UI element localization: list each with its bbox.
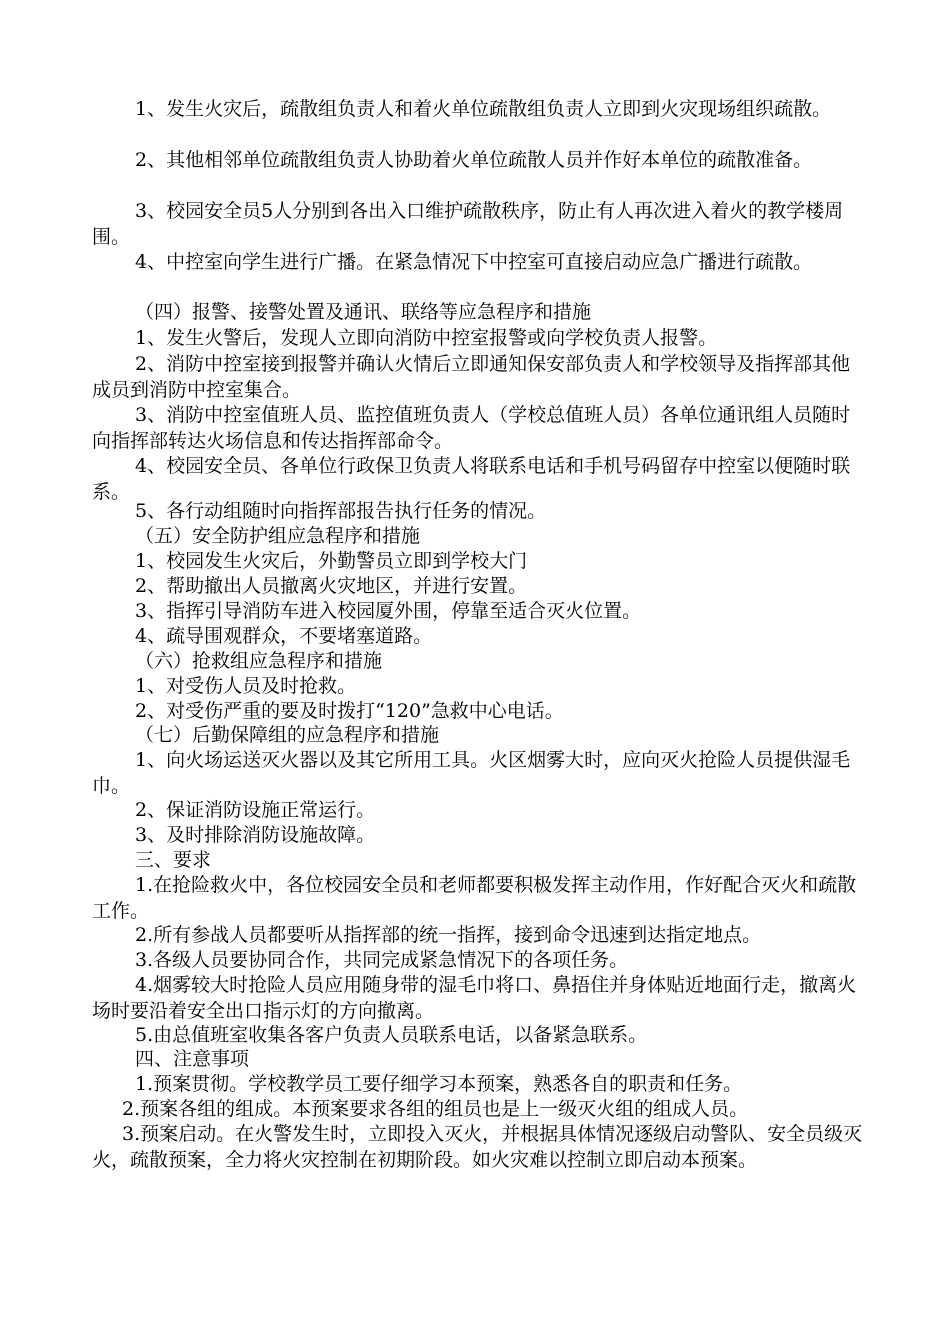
paragraph-evacuation-4: 4、中控室向学生进行广播。在紧急情况下中控室可直接启动应急广播进行疏散。 [135, 251, 813, 273]
paragraph-rescue-2: 2、对受伤严重的要及时拨打“120”急救中心电话。 [135, 700, 564, 722]
paragraph-requirement-5: 5.由总值班室收集各客户负责人员联系电话，以备紧急联系。 [135, 1024, 648, 1046]
paragraph-logistics-1: 1、向火场运送灭火器以及其它所用工具。火区烟雾大时，应向灭火抢险人员提供湿毛巾。 [92, 749, 851, 797]
paragraph-rescue-1: 1、对受伤人员及时抢救。 [135, 675, 357, 697]
section-heading-alarm: （四）报警、接警处置及通讯、联络等应急程序和措施 [135, 301, 592, 323]
paragraph-requirement-4: 4.烟雾较大时抢险人员应用随身带的湿毛巾将口、鼻捂住并身体贴近地面行走，撤离火场时要沿着安全出口指示灯的方向撤离。 [92, 974, 857, 1022]
paragraph-requirement-1: 1.在抢险救火中，各位校园安全员和老师都要积极发挥主动作用，作好配合灭火和疏散工作。 [92, 874, 857, 922]
paragraph-logistics-2: 2、保证消防设施正常运行。 [135, 799, 376, 821]
paragraph-alarm-5: 5、各行动组随时向指挥部报告执行任务的情况。 [135, 500, 547, 522]
paragraph-alarm-1: 1、发生火警后，发现人立即向消防中控室报警或向学校负责人报警。 [135, 327, 718, 349]
section-heading-logistics: （七）后勤保障组的应急程序和措施 [135, 724, 440, 746]
paragraph-logistics-3: 3、及时排除消防设施故障。 [135, 824, 376, 846]
paragraph-note-2: 2.预案各组的组成。本预案要求各组的组员也是上一级灭火组的组成人员。 [122, 1098, 749, 1120]
section-heading-notes: 四、注意事项 [135, 1048, 250, 1070]
paragraph-alarm-4: 4、校园安全员、各单位行政保卫负责人将联系电话和手机号码留存中控室以便随时联系。 [92, 455, 851, 503]
paragraph-alarm-2: 2、消防中控室接到报警并确认火情后立即通知保安部负责人和学校领导及指挥部其他成员到消防中控室集合。 [92, 353, 851, 401]
paragraph-evacuation-3: 3、校园安全员5人分别到各出入口维护疏散秩序，防止有人再次进入着火的教学楼周围。 [92, 200, 844, 248]
section-heading-requirements: 三、要求 [135, 849, 212, 871]
paragraph-protection-2: 2、帮助撤出人员撤离火灾地区，并进行安置。 [135, 575, 528, 597]
paragraph-protection-1: 1、校园发生火灾后，外勤警员立即到学校大门 [135, 550, 528, 572]
paragraph-note-1: 1.预案贯彻。学校教学员工要仔细学习本预案，熟悉各自的职责和任务。 [135, 1073, 743, 1095]
paragraph-requirement-2: 2.所有参战人员都要听从指挥部的统一指挥，接到命令迅速到达指定地点。 [135, 924, 762, 946]
paragraph-protection-3: 3、指挥引导消防车进入校园厦外围，停靠至适合灭火位置。 [135, 600, 642, 622]
paragraph-evacuation-2: 2、其他相邻单位疏散组负责人协助着火单位疏散人员并作好本单位的疏散准备。 [135, 149, 813, 171]
paragraph-protection-4: 4、疏导围观群众，不要堵塞道路。 [135, 625, 433, 647]
section-heading-rescue: （六）抢救组应急程序和措施 [135, 650, 383, 672]
paragraph-requirement-3: 3.各级人员要协同合作，共同完成紧急情况下的各项任务。 [135, 949, 629, 971]
paragraph-note-3: 3.预案启动。在火警发生时，立即投入灭火，并根据具体情况逐级启动警队、安全员级灭火，疏散预案，全力将火灾控制在初期阶段。如火灾难以控制立即启动本预案。 [92, 1123, 863, 1171]
section-heading-protection: （五）安全防护组应急程序和措施 [135, 525, 421, 547]
paragraph-evacuation-1: 1、发生火灾后，疏散组负责人和着火单位疏散组负责人立即到火灾现场组织疏散。 [135, 98, 832, 120]
paragraph-alarm-3: 3、消防中控室值班人员、监控值班负责人（学校总值班人员）各单位通讯组人员随时向指挥部转达火场信息和传达指挥部命令。 [92, 404, 851, 452]
